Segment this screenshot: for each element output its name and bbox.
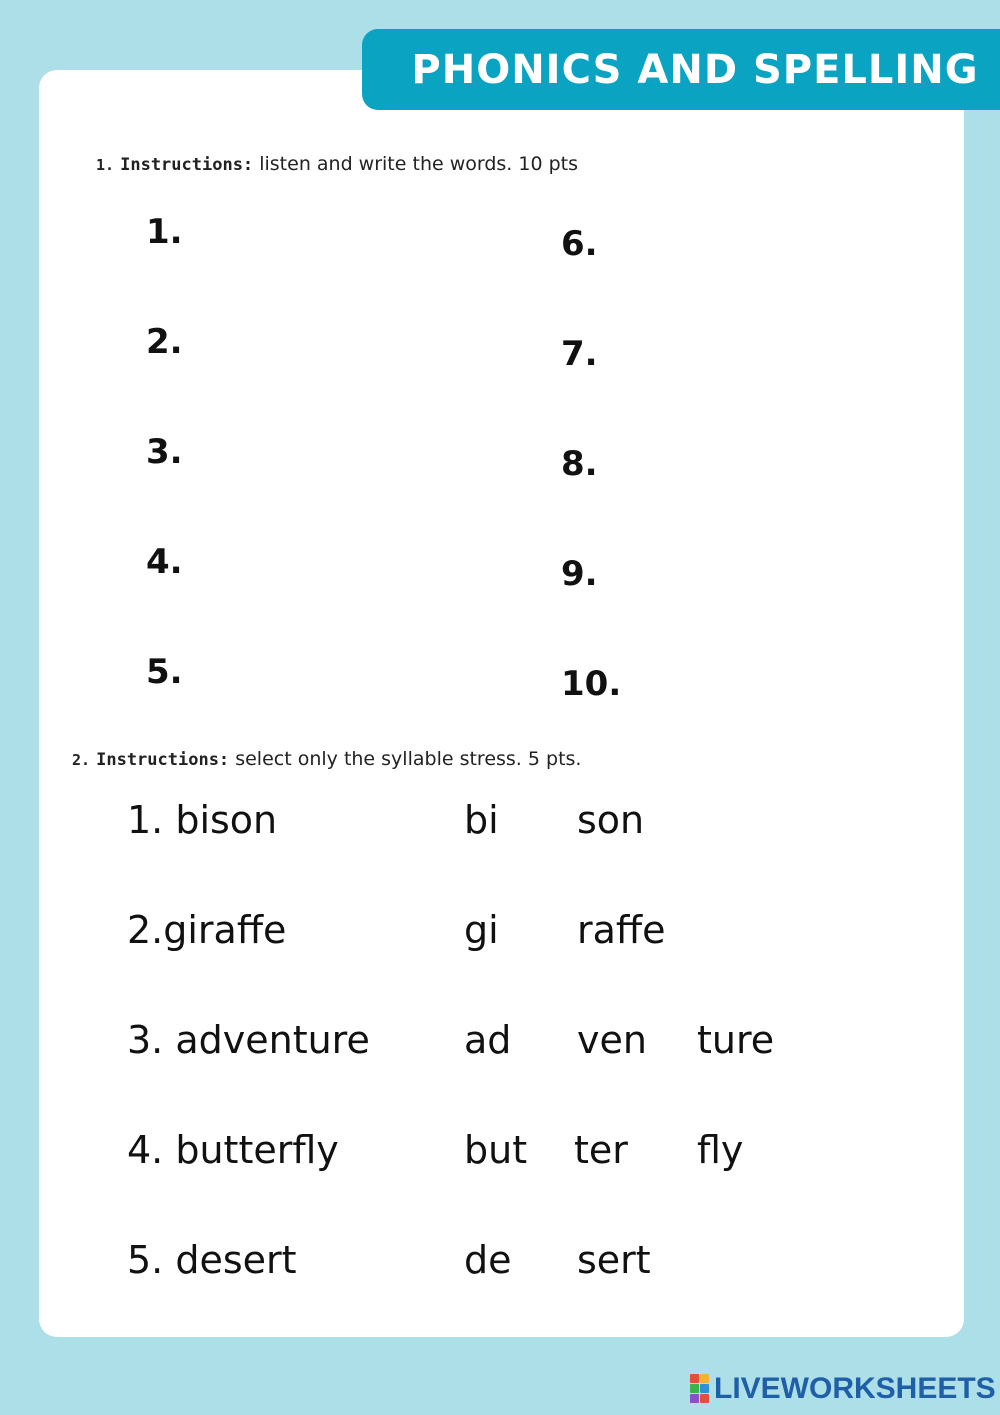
blank-item-8[interactable]: 8. <box>561 444 598 484</box>
syllable-option[interactable]: bi <box>464 798 499 842</box>
syllable-option[interactable]: son <box>577 798 645 842</box>
word-bison: 1. bison <box>127 798 278 842</box>
syllable-option[interactable]: sert <box>577 1238 651 1282</box>
blank-item-9[interactable]: 9. <box>561 554 598 594</box>
blank-item-5[interactable]: 5. <box>146 652 183 692</box>
syllable-option[interactable]: fly <box>697 1128 744 1172</box>
syllable-option[interactable]: de <box>464 1238 512 1282</box>
blank-item-1[interactable]: 1. <box>146 212 183 252</box>
syllable-option[interactable]: raffe <box>577 908 666 952</box>
section2-label: Instructions: <box>96 750 230 770</box>
syllable-option[interactable]: ter <box>574 1128 628 1172</box>
word-giraffe: 2.giraffe <box>127 908 287 952</box>
blank-item-6[interactable]: 6. <box>561 224 598 264</box>
syllable-option[interactable]: ture <box>697 1018 775 1062</box>
word-butterfly: 4. butterfly <box>127 1128 339 1172</box>
section1-instructions <box>96 153 578 175</box>
syllable-option[interactable]: ad <box>464 1018 512 1062</box>
section2-instructions <box>72 748 581 770</box>
blank-item-2[interactable]: 2. <box>146 322 183 362</box>
word-adventure: 3. adventure <box>127 1018 370 1062</box>
syllable-option[interactable]: but <box>464 1128 528 1172</box>
blank-item-7[interactable]: 7. <box>561 334 598 374</box>
syllable-option[interactable]: gi <box>464 908 499 952</box>
section2-number: 2. <box>72 751 91 769</box>
section1-text: listen and write the words. 10 pts <box>259 153 579 175</box>
brand-blocks-icon <box>690 1374 710 1404</box>
section1-number: 1. <box>96 156 115 174</box>
section2-text: select only the syllable stress. 5 pts. <box>235 748 582 770</box>
brand-name: LIVEWORKSHEETS <box>714 1372 996 1405</box>
section1-label: Instructions: <box>120 155 254 175</box>
liveworksheets-logo[interactable] <box>690 1372 996 1406</box>
page-title: PHONICS AND SPELLING <box>411 46 979 93</box>
syllable-option[interactable]: ven <box>577 1018 647 1062</box>
blank-item-4[interactable]: 4. <box>146 542 183 582</box>
title-banner <box>362 29 1000 110</box>
blank-item-3[interactable]: 3. <box>146 432 183 472</box>
word-desert: 5. desert <box>127 1238 297 1282</box>
blank-item-10[interactable]: 10. <box>561 664 622 704</box>
